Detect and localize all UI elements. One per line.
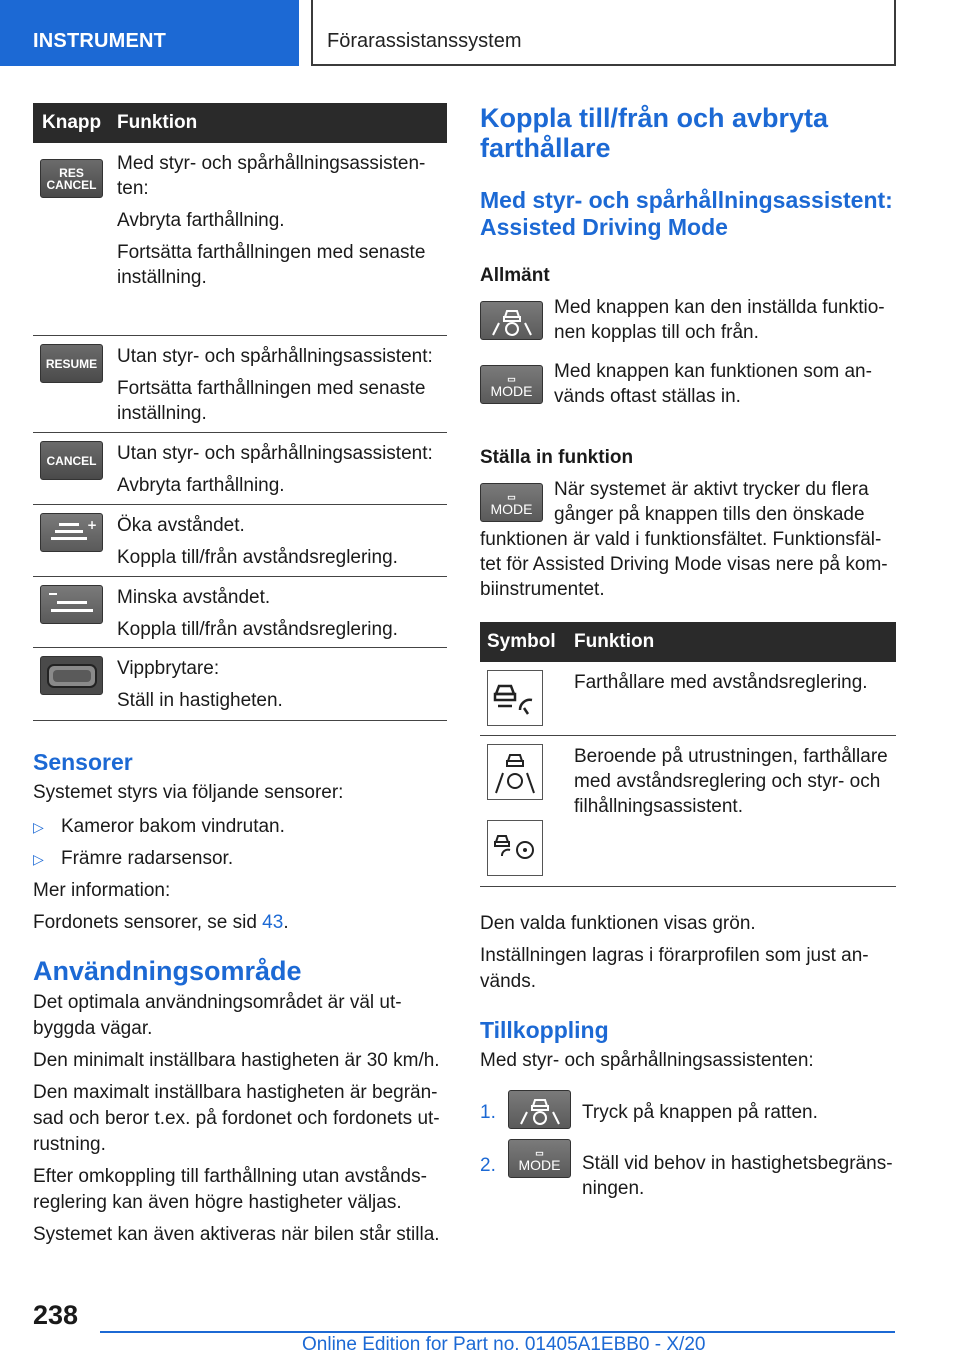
rocker-switch-icon — [40, 656, 103, 695]
cell-text: Öka avståndet. — [117, 515, 245, 536]
section-title: INSTRUMENT — [33, 30, 167, 52]
allmant-text-2: Med knappen kan funktionen som an-vänds oftast ställas in. — [554, 361, 872, 407]
step-text: Ställ vid behov in hastighetsbegräns-ningen. — [582, 1153, 893, 1199]
svg-text:+: + — [86, 518, 97, 532]
left-column — [33, 103, 447, 1248]
koppla-heading: Koppla till/från och avbryta farthållare — [480, 103, 829, 163]
table2-header — [480, 622, 896, 662]
mode-button-icon: ▭ MODE — [480, 483, 543, 522]
table2-col-funktion: Funktion — [574, 631, 655, 652]
table1-header — [33, 103, 447, 143]
assist-button-icon — [480, 301, 543, 340]
cell-text: Ställ in hastigheten. — [117, 690, 283, 711]
cell-text: Vippbrytare: — [117, 658, 220, 679]
sensorer-intro: Systemet styrs via följande sensorer: — [33, 782, 344, 803]
footer-divider — [100, 1331, 895, 1333]
table-row — [33, 505, 447, 577]
tillkoppling-intro: Med styr- och spårhållningsassistenten: — [480, 1050, 814, 1071]
bullet-triangle-icon: ▷ — [33, 851, 44, 867]
paragraph: Den maximalt inställbara hastigheten är begrän-sad och beror t.ex. på fordonet och fordonets ut-rustning. — [33, 1082, 440, 1155]
cell-text: Koppla till/från avståndsreglering. — [117, 547, 398, 568]
table1-col-funktion: Funktion — [117, 112, 198, 133]
assist-button-icon — [508, 1090, 571, 1129]
anvandning-heading: Användningsområde — [33, 956, 302, 986]
table1-col-knapp: Knapp — [42, 112, 102, 133]
distance-decrease-icon — [40, 585, 103, 624]
table-row — [33, 336, 447, 433]
list-item — [480, 1139, 896, 1201]
chapter-tab — [311, 0, 896, 66]
allmant-heading: Allmänt — [480, 265, 550, 286]
list-item: ▷ Kameror bakom vindrutan. — [33, 814, 447, 840]
cell-text: Med styr- och spårhållningsassisten-ten: — [117, 153, 426, 199]
stalla-text: När systemet är aktivt trycker du flera gånger på knappen tills den önskade funktionen är vald i funktionsfältet. Funktionsfäl-tet för Assisted Driving Mode visas nere på kom-biinstrumentet. — [480, 479, 888, 600]
cell-text: Beroende på utrustningen, farthållare med avståndsreglering och styr- och filhållningsassistent. — [574, 746, 888, 817]
section-tab — [0, 0, 299, 66]
chapter-title: Förarassistanssystem — [327, 30, 522, 52]
acc-symbol-icon — [487, 670, 543, 726]
cell-text: Fortsätta farthållningen med senaste inställning. — [117, 242, 426, 288]
more-info: Mer information: — [33, 880, 171, 901]
cell-text: Avbryta farthållning. — [117, 210, 285, 231]
stalla-block — [480, 477, 896, 602]
stalla-heading: Ställa in funktion — [480, 447, 634, 468]
step-text: Tryck på knappen på ratten. — [582, 1102, 818, 1123]
cell-text: Koppla till/från avståndsreglering. — [117, 619, 398, 640]
table-row — [480, 662, 896, 736]
table-row — [33, 433, 447, 505]
table-row — [33, 143, 447, 336]
footer-edition: Online Edition for Part no. 01405A1EBB0 - X/20 — [302, 1334, 706, 1355]
table-row — [33, 577, 447, 648]
allmant-text-1: Med knappen kan den inställda funktio-nen kopplas till och från. — [554, 297, 885, 343]
right-column — [480, 103, 896, 1201]
table2-col-symbol: Symbol — [487, 631, 556, 652]
step-number: 1. — [480, 1102, 496, 1123]
sensorer-heading: Sensorer — [33, 749, 133, 775]
allmant-item-2 — [480, 359, 896, 409]
assist-symbol-icon — [487, 744, 543, 800]
assisted-driving-heading: Med styr- och spårhållningsassistent: Assisted Driving Mode — [480, 187, 893, 240]
paragraph: Inställningen lagras i förarprofilen som just an-vänds. — [480, 945, 869, 992]
sensor-reference: Fordonets sensorer, se sid 43. — [33, 912, 289, 933]
cell-text: Minska avståndet. — [117, 587, 271, 608]
paragraph: Det optimala användningsområdet är väl ut-byggda vägar. — [33, 992, 402, 1039]
cell-text: Farthållare med avståndsreglering. — [574, 672, 868, 693]
paragraph: Den minimalt inställbara hastigheten är 30 km/h. — [33, 1050, 440, 1071]
cell-text: Fortsätta farthållningen med senaste inställning. — [117, 378, 426, 424]
cell-text: Utan styr- och spårhållningsassistent: — [117, 443, 433, 464]
bullet-triangle-icon: ▷ — [33, 819, 44, 835]
tillkoppling-heading: Tillkoppling — [480, 1017, 609, 1043]
cell-text: Avbryta farthållning. — [117, 475, 285, 496]
page-number: 238 — [33, 1300, 79, 1330]
mode-button-icon: ▭ MODE — [480, 365, 543, 404]
distance-increase-icon — [40, 513, 103, 552]
allmant-item-1 — [480, 295, 896, 345]
res-cancel-button-icon: RES CANCEL — [40, 159, 103, 198]
paragraph: Systemet kan även aktiveras när bilen står stilla. — [33, 1224, 440, 1245]
list-item — [480, 1090, 896, 1129]
page-link[interactable]: 43 — [262, 912, 284, 933]
resume-button-icon: RESUME — [40, 344, 103, 383]
list-item: ▷ Främre radarsensor. — [33, 846, 447, 872]
cell-text: Utan styr- och spårhållningsassistent: — [117, 346, 433, 367]
cancel-button-icon: CANCEL — [40, 441, 103, 480]
mode-button-icon: ▭ MODE — [508, 1139, 571, 1178]
step-number: 2. — [480, 1155, 496, 1176]
paragraph: Den valda funktionen visas grön. — [480, 913, 756, 934]
paragraph: Efter omkoppling till farthållning utan avstånds-reglering kan även högre hastigheter väljas. — [33, 1166, 427, 1213]
acc-steering-symbol-icon — [487, 820, 543, 876]
table-row — [480, 736, 896, 887]
table-row — [33, 648, 447, 721]
